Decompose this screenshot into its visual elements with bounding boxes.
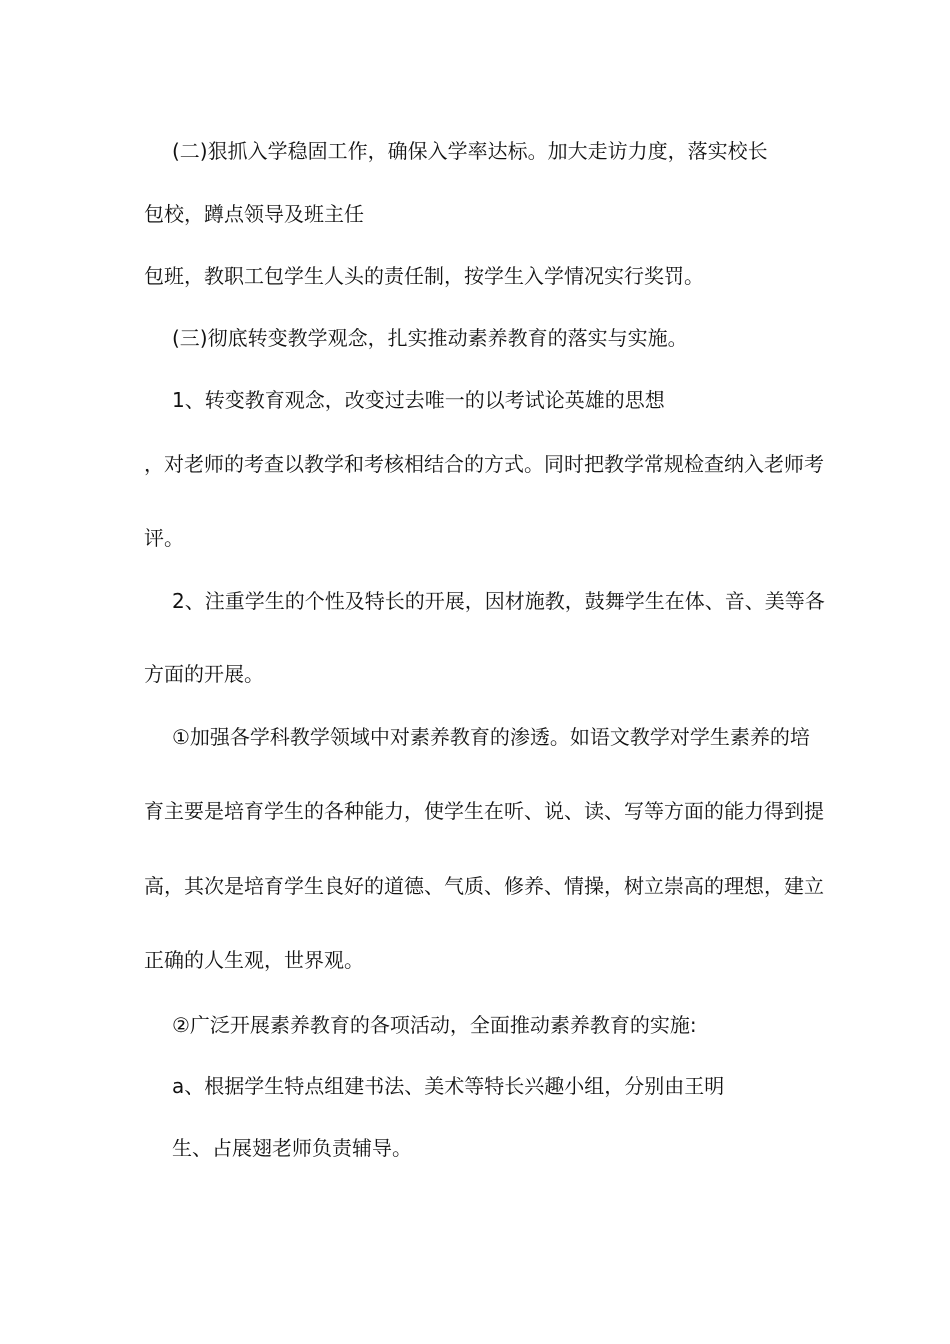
text-line: 生、占展翅老师负责辅导。 — [172, 1136, 412, 1160]
text-line: (三)彻底转变教学观念，扎实推动素养教育的落实与实施。 — [172, 326, 688, 350]
text-line: 育主要是培育学生的各种能力，使学生在听、说、读、写等方面的能力得到提 — [144, 799, 824, 823]
text-line: 高，其次是培育学生良好的道德、气质、修养、情操，树立崇高的理想，建立 — [144, 874, 824, 898]
text-line: ②广泛开展素养教育的各项活动，全面推动素养教育的实施: — [172, 1013, 697, 1037]
text-line: ，对老师的考查以教学和考核相结合的方式。同时把教学常规检查纳入老师考 — [144, 452, 824, 476]
text-line: ①加强各学科教学领域中对素养教育的渗透。如语文教学对学生素养的培 — [172, 725, 810, 749]
text-line: 方面的开展。 — [144, 662, 264, 686]
text-line: 2、注重学生的个性及特长的开展，因材施教，鼓舞学生在体、音、美等各 — [172, 589, 825, 613]
text-line: 评。 — [144, 526, 184, 550]
text-line: 正确的人生观，世界观。 — [144, 948, 364, 972]
text-line: 包班，教职工包学生人头的责任制，按学生入学情况实行奖罚。 — [144, 264, 704, 288]
text-line: 包校，蹲点领导及班主任 — [144, 202, 364, 226]
text-line: a、根据学生特点组建书法、美术等特长兴趣小组，分别由王明 — [172, 1074, 725, 1098]
text-line: 1、转变教育观念，改变过去唯一的以考试论英雄的思想 — [172, 388, 665, 412]
text-line: (二)狠抓入学稳固工作，确保入学率达标。加大走访力度，落实校长 — [172, 139, 768, 163]
